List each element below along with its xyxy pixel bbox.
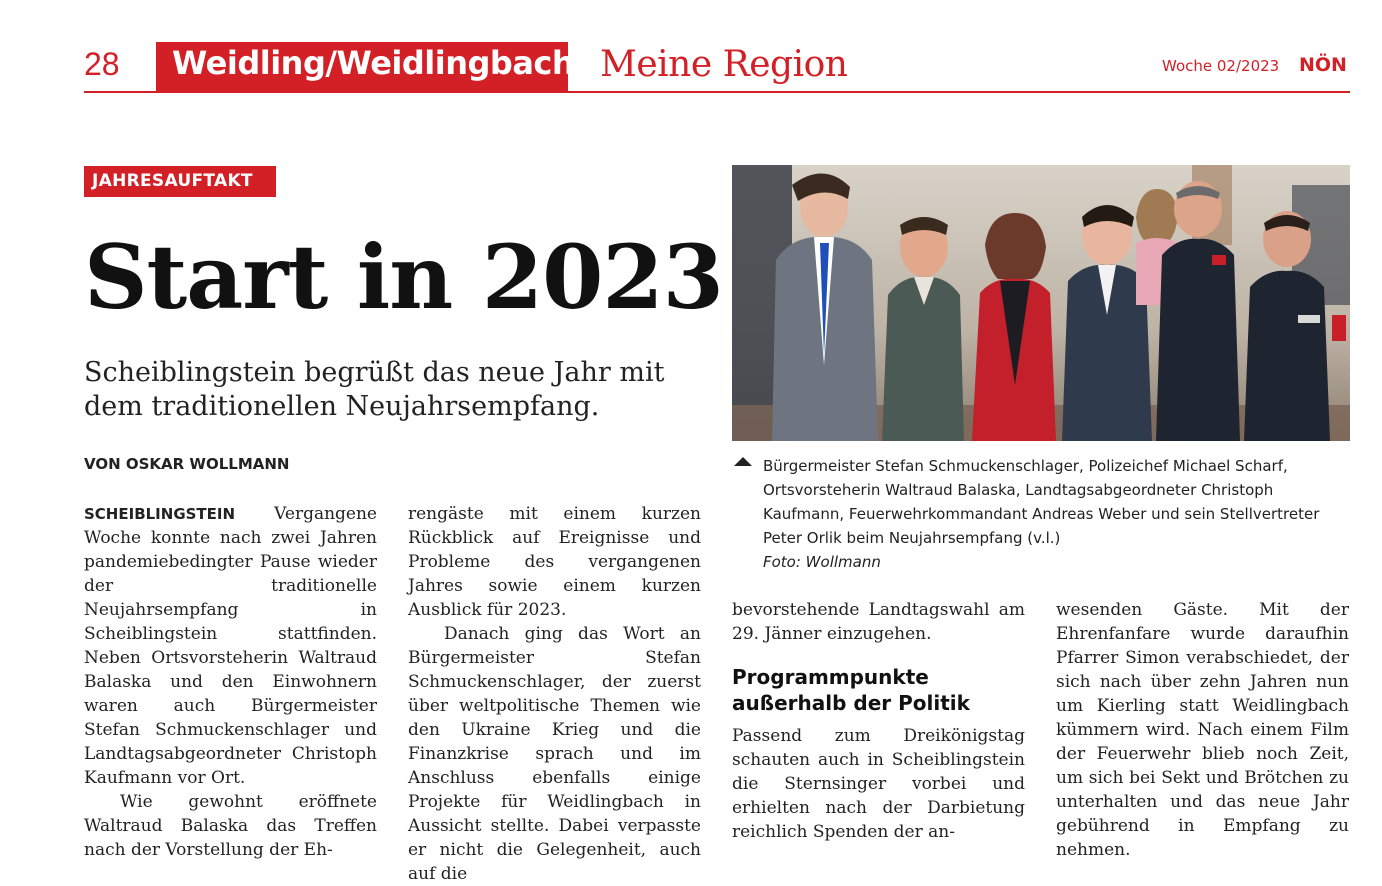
caption-text: Bürgermeister Stefan Schmuckenschlager, Polizeichef Michael Scharf, Ortsvorsteherin Waltraud Balaska, Landtagsabgeordneter Christoph Kaufmann, Feuerwehrkommandant Andreas Weber und sein Stellvertreter Peter Orlik beim Neujahrsempfang (v.l.) <box>763 457 1320 547</box>
article-column-4 <box>1056 598 1349 862</box>
paragraph-text: Danach ging das Wort an Bürgermeister Stefan Schmuckenschlager, der zuerst über weltpolitische Themen wie den Ukraine Krieg und die Finanzkrise sprach und im Anschluss ebenfalls einige Projekte für Weidlingbach in Aussicht stellte. Dabei verpasste er nicht die Gelegenheit, auch auf die <box>408 624 701 884</box>
article-column-2 <box>408 502 701 886</box>
caption-pointer-icon <box>734 457 752 466</box>
dateline: SCHEIBLINGSTEIN <box>84 505 236 523</box>
article-column-3 <box>732 598 1025 844</box>
section-subheading: Programmpunkte außerhalb der Politik <box>732 665 970 715</box>
brand-logo: NÖN <box>1299 54 1347 76</box>
region-title: Meine Region <box>600 44 848 85</box>
paragraph-text: wesenden Gäste. Mit der Ehrenfanfare wurde daraufhin Pfarrer Simon verabschiedet, der sich nach über zehn Jahren nun um Kierling statt Weidlingbach kümmern wird. Nach einem Film der Feuerwehr blieb noch Zeit, um sich bei Sekt und Brötchen zu unterhalten und das neue Jahr gebührend in Empfang zu nehmen. <box>1056 600 1349 860</box>
section-title: Weidling/Weidlingbach <box>172 44 575 82</box>
subheadline: Scheiblingstein begrüßt das neue Jahr mit dem traditionellen Neujahrsempfang. <box>84 357 665 422</box>
photo-caption <box>763 454 1351 574</box>
byline: VON OSKAR WOLLMANN <box>84 455 290 473</box>
issue-label: Woche 02/2023 <box>1162 57 1280 75</box>
header-divider <box>84 91 1350 93</box>
event-photo <box>732 165 1350 441</box>
paragraph-text: Passend zum Dreikönigstag schauten auch in Scheiblingstein die Sternsinger vorbei und erhielten nach der Darbietung reichlich Spenden der an- <box>732 726 1025 842</box>
photo-credit: Foto: Wollmann <box>763 553 881 571</box>
kicker: JAHRESAUFTAKT <box>92 171 253 191</box>
page-number: 28 <box>84 46 120 82</box>
article-column-1 <box>84 502 377 862</box>
headline: Start in 2023 <box>84 225 723 329</box>
paragraph-text: bevorstehende Landtagswahl am 29. Jänner einzugehen. <box>732 600 1025 644</box>
paragraph-text: Vergangene Woche konnte nach zwei Jahren pandemiebedingter Pause wieder der traditionelle Neujahrsempfang in Scheiblingstein stattfinden. Neben Ortsvorsteherin Waltraud Balaska und den Einwohnern waren auch Bürgermeister Stefan Schmuckenschlager und Landtagsabgeordneter Christoph Kaufmann vor Ort. <box>84 504 377 788</box>
paragraph-text: Wie gewohnt eröffnete Waltraud Balaska das Treffen nach der Vorstellung der Eh- <box>84 792 377 860</box>
paragraph-text: rengäste mit einem kurzen Rückblick auf Ereignisse und Probleme des vergangenen Jahres sowie einem kurzen Ausblick für 2023. <box>408 504 701 620</box>
